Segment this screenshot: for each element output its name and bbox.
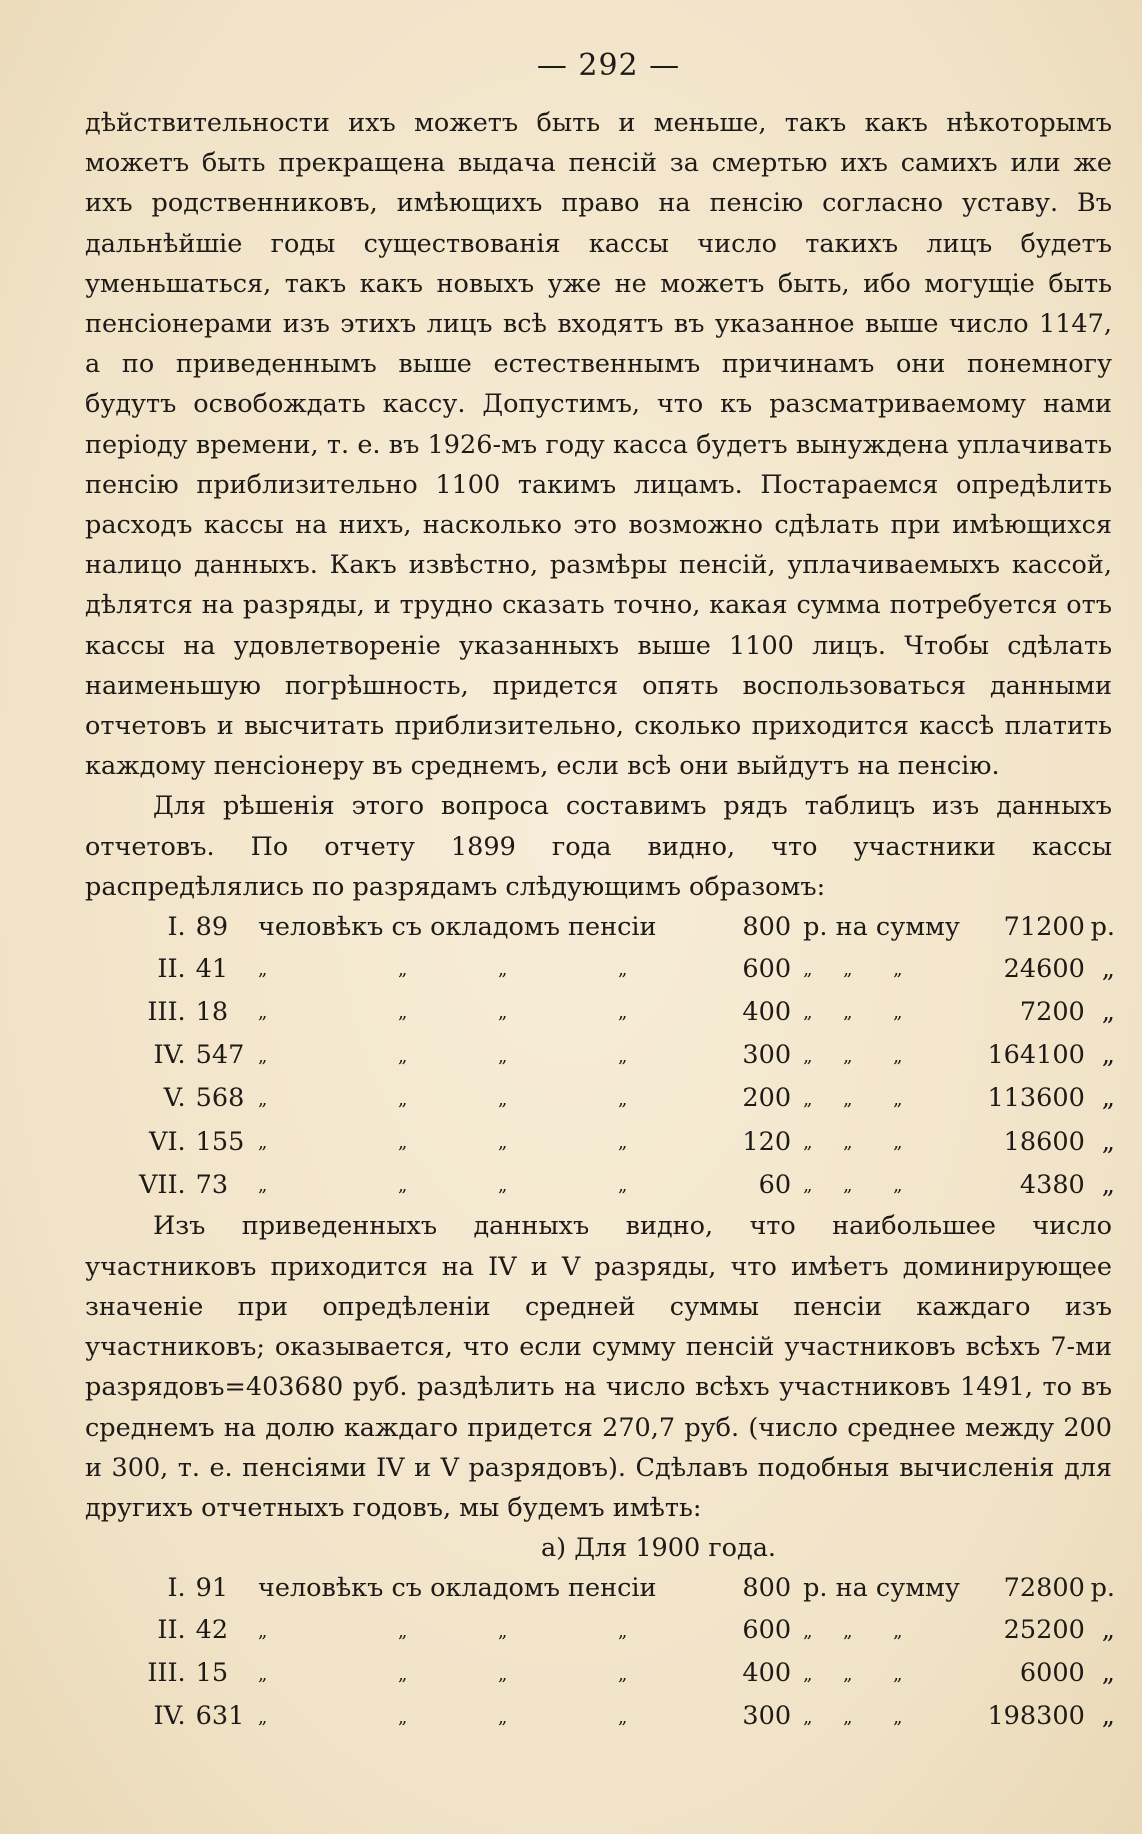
ditto-mark: „ — [398, 1045, 408, 1067]
ditto-mark: „ — [893, 1620, 903, 1642]
rank-numeral: VI. — [149, 1126, 186, 1157]
ditto-mark: „ — [843, 1132, 853, 1154]
rubles-on-sum — [791, 1034, 984, 1077]
ditto-mark: „ — [398, 1663, 408, 1685]
ditto-mark: „ — [398, 959, 408, 981]
total-sum: 71200 — [1003, 912, 1085, 943]
rank-numeral: III. — [147, 996, 186, 1027]
ditto-mark: „ — [803, 1132, 813, 1154]
member-count: 41 — [195, 953, 229, 984]
ditto-mark: „ — [258, 1132, 268, 1154]
ditto-mark: „ — [893, 1706, 903, 1728]
description — [258, 1609, 721, 1652]
ditto-mark: „ — [498, 1002, 508, 1024]
ditto-mark: „ — [498, 959, 508, 981]
ditto-mark: „ — [498, 1663, 508, 1685]
rank-numeral: I. — [167, 912, 186, 943]
paragraph-3: Изъ приведенныхъ данныхъ видно, что наибольшее число участниковъ приходится на IV и V разряды, что имѣетъ доминирующее значеніе при опредѣленіи средней суммы пенсіи каждаго изъ участниковъ; оказывается, что если сумму пенсій участниковъ всѣхъ 7-ми разрядовъ=403680 руб. раздѣлить на число всѣхъ участниковъ 1491, то въ среднемъ на долю каждаго придется 270,7 руб. (число среднее между 200 и 300, т. е. пенсіями IV и V разрядовъ). Сдѣлавъ подобныя вычисленія для другихъ отчетныхъ годовъ, мы будемъ имѣть: — [85, 1211, 1112, 1523]
rank-table-1899 — [85, 907, 1115, 1206]
table-row — [85, 1120, 1115, 1163]
ditto-mark: „ — [618, 1002, 628, 1024]
pension-amount: 60 — [758, 1169, 792, 1200]
rank-numeral: II. — [157, 953, 186, 984]
ditto-mark: „ — [803, 1175, 813, 1197]
ditto-mark: „ — [893, 1002, 903, 1024]
ditto-mark: „ — [843, 1045, 853, 1067]
subheading-1900: а) Для 1900 года. — [540, 1533, 777, 1564]
description: человѣкъ съ окладомъ пенсіи — [258, 912, 657, 943]
ditto-mark: „ — [618, 959, 628, 981]
member-count: 91 — [195, 1573, 229, 1604]
total-sum: 72800 — [1003, 1573, 1085, 1604]
rubles-abbrev: р. — [1090, 912, 1115, 943]
member-count: 631 — [195, 1701, 245, 1732]
table-row — [85, 947, 1115, 990]
rubles-abbrev: „ — [1101, 1083, 1115, 1114]
ditto-mark: „ — [498, 1088, 508, 1110]
ditto-mark: „ — [803, 1002, 813, 1024]
rubles-abbrev: „ — [1101, 1126, 1115, 1157]
ditto-mark: „ — [803, 1663, 813, 1685]
ditto-mark: „ — [803, 1045, 813, 1067]
table-row — [85, 1163, 1115, 1206]
table-row — [85, 1609, 1115, 1652]
table-row — [85, 1652, 1115, 1695]
rubles-on-sum — [791, 1163, 984, 1206]
member-count: 15 — [195, 1658, 229, 1689]
rubles-abbrev: „ — [1101, 996, 1115, 1027]
ditto-mark: „ — [258, 1175, 268, 1197]
rubles-abbrev: „ — [1101, 953, 1115, 984]
total-sum: 25200 — [1003, 1615, 1085, 1646]
pension-amount: 300 — [742, 1040, 792, 1071]
total-sum: 24600 — [1003, 953, 1085, 984]
ditto-mark: „ — [618, 1045, 628, 1067]
ditto-mark: „ — [843, 1002, 853, 1024]
description: человѣкъ съ окладомъ пенсіи — [258, 1573, 657, 1604]
ditto-mark: „ — [398, 1175, 408, 1197]
total-sum: 164100 — [987, 1040, 1085, 1071]
description — [258, 1120, 721, 1163]
pension-amount: 600 — [742, 953, 792, 984]
rank-numeral: II. — [157, 1615, 186, 1646]
description — [258, 1652, 721, 1695]
rubles-abbrev: „ — [1101, 1701, 1115, 1732]
rubles-on-sum — [791, 990, 984, 1033]
member-count: 89 — [195, 912, 229, 943]
ditto-mark: „ — [803, 1620, 813, 1642]
paragraph-2: Для рѣшенія этого вопроса составимъ рядъ таблицъ изъ данныхъ отчетовъ. По отчету 1899 года видно, что участники кассы распредѣлялись по разрядамъ слѣдующимъ образомъ: — [85, 791, 1112, 902]
ditto-mark: „ — [843, 1620, 853, 1642]
ditto-mark: „ — [498, 1132, 508, 1154]
description — [258, 1077, 721, 1120]
total-sum: 4380 — [1019, 1169, 1085, 1200]
total-sum: 113600 — [987, 1083, 1085, 1114]
table-row — [85, 1034, 1115, 1077]
table-row — [85, 1695, 1115, 1738]
rubles-abbrev: „ — [1101, 1658, 1115, 1689]
member-count: 155 — [195, 1126, 245, 1157]
ditto-mark: „ — [258, 959, 268, 981]
rubles-on-sum — [791, 1120, 984, 1163]
ditto-mark: „ — [498, 1175, 508, 1197]
ditto-mark: „ — [498, 1045, 508, 1067]
rank-numeral: I. — [167, 1573, 186, 1604]
rubles-abbrev: „ — [1101, 1040, 1115, 1071]
pension-amount: 600 — [742, 1615, 792, 1646]
ditto-mark: „ — [618, 1132, 628, 1154]
table-row — [85, 1568, 1115, 1608]
ditto-mark: „ — [258, 1620, 268, 1642]
ditto-mark: „ — [398, 1706, 408, 1728]
page-number: — 292 — — [536, 48, 681, 83]
ditto-mark: „ — [893, 1088, 903, 1110]
pension-amount: 800 — [742, 1573, 792, 1604]
total-sum: 198300 — [987, 1701, 1085, 1732]
rubles-on-sum — [791, 947, 984, 990]
member-count: 42 — [195, 1615, 229, 1646]
ditto-mark: „ — [258, 1663, 268, 1685]
description — [258, 1163, 721, 1206]
pension-amount: 120 — [742, 1126, 792, 1157]
rank-numeral: III. — [147, 1658, 186, 1689]
description — [258, 1034, 721, 1077]
ditto-mark: „ — [893, 1132, 903, 1154]
ditto-mark: „ — [258, 1706, 268, 1728]
ditto-mark: „ — [398, 1132, 408, 1154]
ditto-mark: „ — [893, 1045, 903, 1067]
ditto-mark: „ — [843, 1706, 853, 1728]
ditto-mark: „ — [498, 1706, 508, 1728]
ditto-mark: „ — [843, 959, 853, 981]
ditto-mark: „ — [618, 1706, 628, 1728]
table-row — [85, 1077, 1115, 1120]
ditto-mark: „ — [498, 1620, 508, 1642]
total-sum: 7200 — [1019, 996, 1085, 1027]
ditto-mark: „ — [618, 1620, 628, 1642]
rank-table-1900 — [85, 1568, 1115, 1738]
ditto-mark: „ — [258, 1088, 268, 1110]
paragraph-1: дѣйствительности ихъ можетъ быть и меньше, такъ какъ нѣкоторымъ можетъ быть прекращена выдача пенсій за смертью ихъ самихъ или же ихъ родственниковъ, имѣющихъ право на пенсію согласно уставу. Въ дальнѣйшіе годы существованія кассы число такихъ лицъ будетъ уменьшаться, такъ какъ новыхъ уже не можетъ быть, ибо могущіе быть пенсіонерами изъ этихъ лицъ всѣ входятъ въ указанное выше число 1147, а по приведеннымъ выше естественнымъ причинамъ они понемногу будутъ освобождать кассу. Допустимъ, что къ разсматриваемому нами періоду времени, т. е. въ 1926-мъ году касса будетъ вынуждена уплачивать пенсію приблизительно 1100 такимъ лицамъ. Постараемся опредѣлить расходъ кассы на нихъ, насколько это возможно сдѣлать при имѣющихся налицо данныхъ. Какъ извѣстно, размѣры пенсій, уплачиваемыхъ кассой, дѣлятся на разряды, и трудно сказать точно, какая сумма потребуется отъ кассы на удовлетвореніе указанныхъ выше 1100 лицъ. Чтобы сдѣлать наименьшую погрѣшность, придется опять воспользоваться данными отчетовъ и высчитать приблизительно, сколько приходится кассѣ платить каждому пенсіонеру въ среднемъ, если всѣ они выйдутъ на пенсію. — [85, 108, 1112, 782]
description — [258, 990, 721, 1033]
rubles-on-sum — [791, 1652, 984, 1695]
ditto-mark: „ — [258, 1002, 268, 1024]
pension-amount: 200 — [742, 1083, 792, 1114]
rank-numeral: VII. — [138, 1169, 186, 1200]
ditto-mark: „ — [803, 959, 813, 981]
ditto-mark: „ — [893, 1663, 903, 1685]
rubles-abbrev: р. — [1090, 1573, 1115, 1604]
rank-numeral: IV. — [153, 1040, 186, 1071]
rubles-on-sum — [791, 1077, 984, 1120]
ditto-mark: „ — [843, 1175, 853, 1197]
ditto-mark: „ — [803, 1706, 813, 1728]
total-sum: 18600 — [1003, 1126, 1085, 1157]
ditto-mark: „ — [398, 1088, 408, 1110]
rubles-on-sum — [791, 1609, 984, 1652]
ditto-mark: „ — [618, 1175, 628, 1197]
ditto-mark: „ — [398, 1620, 408, 1642]
pension-amount: 400 — [742, 996, 792, 1027]
ditto-mark: „ — [893, 959, 903, 981]
total-sum: 6000 — [1019, 1658, 1085, 1689]
pension-amount: 400 — [742, 1658, 792, 1689]
rubles-on-sum — [791, 1695, 984, 1738]
rubles-abbrev: „ — [1101, 1615, 1115, 1646]
ditto-mark: „ — [258, 1045, 268, 1067]
table-row — [85, 990, 1115, 1033]
member-count: 73 — [195, 1169, 229, 1200]
ditto-mark: „ — [618, 1088, 628, 1110]
ditto-mark: „ — [843, 1088, 853, 1110]
description — [258, 947, 721, 990]
rubles-on-sum: р. на сумму — [803, 912, 960, 943]
ditto-mark: „ — [893, 1175, 903, 1197]
ditto-mark: „ — [398, 1002, 408, 1024]
rank-numeral: IV. — [153, 1701, 186, 1732]
member-count: 568 — [195, 1083, 245, 1114]
rubles-on-sum: р. на сумму — [803, 1573, 960, 1604]
ditto-mark: „ — [618, 1663, 628, 1685]
pension-amount: 300 — [742, 1701, 792, 1732]
rank-numeral: V. — [163, 1083, 186, 1114]
description — [258, 1695, 721, 1738]
member-count: 18 — [195, 996, 229, 1027]
pension-amount: 800 — [742, 912, 792, 943]
ditto-mark: „ — [803, 1088, 813, 1110]
table-row — [85, 907, 1115, 947]
member-count: 547 — [195, 1040, 245, 1071]
ditto-mark: „ — [843, 1663, 853, 1685]
rubles-abbrev: „ — [1101, 1169, 1115, 1200]
